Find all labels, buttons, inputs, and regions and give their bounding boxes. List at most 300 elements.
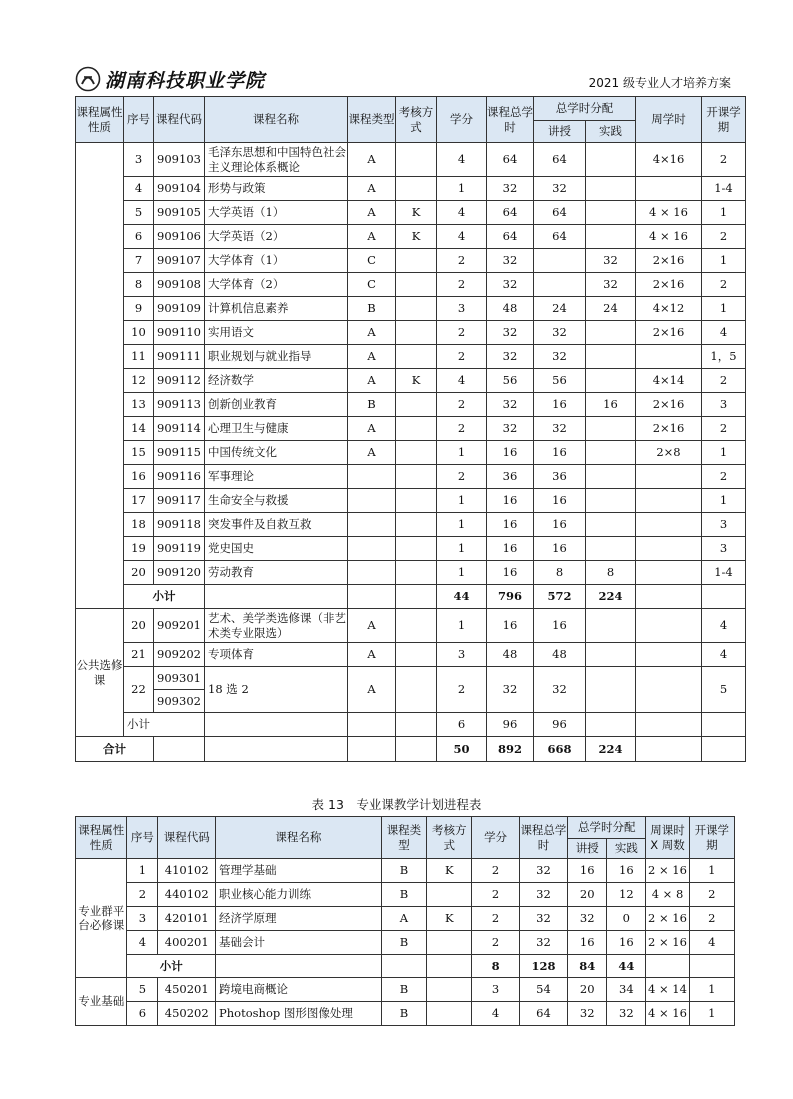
type-cell: B [381, 1002, 426, 1026]
credit-cell: 1 [437, 441, 487, 465]
credit-cell: 2 [472, 907, 519, 931]
lecture-cell: 36 [534, 465, 586, 489]
type-cell: A [348, 417, 396, 441]
term-cell: 3 [702, 513, 746, 537]
table-row [76, 201, 746, 225]
col-dist: 总学时分配 [534, 97, 636, 121]
col-name: 课程名称 [205, 97, 348, 143]
credit-cell: 1 [437, 177, 487, 201]
attr-cell [76, 143, 124, 609]
hours-cell: 32 [519, 859, 567, 883]
code-cell: 909116 [154, 465, 205, 489]
term-cell: 1 [702, 489, 746, 513]
practice-cell: 8 [586, 561, 636, 585]
hours-cell: 16 [487, 441, 534, 465]
credit-cell: 1 [437, 513, 487, 537]
practice-cell [586, 417, 636, 441]
hours-cell: 54 [519, 978, 567, 1002]
table-row [76, 585, 746, 609]
practice-cell: 24 [586, 297, 636, 321]
course-name-cell: 专项体育 [205, 643, 348, 667]
table-cell [396, 737, 437, 762]
term-cell: 4 [689, 931, 734, 955]
course-name-cell: 党史国史 [205, 537, 348, 561]
total-practice: 224 [586, 737, 636, 762]
hours-cell: 56 [487, 369, 534, 393]
term-cell: 1 [689, 978, 734, 1002]
lecture-cell: 32 [568, 907, 607, 931]
subtotal-lecture: 84 [568, 955, 607, 978]
col-credit: 学分 [437, 97, 487, 143]
elective-group-label: 公共选修课 [76, 609, 124, 737]
code-cell: 909119 [154, 537, 205, 561]
col-practice: 实践 [586, 121, 636, 143]
table-row [76, 1002, 735, 1026]
type-cell: B [381, 883, 426, 907]
code-cell: 909104 [154, 177, 205, 201]
weekly-cell: 2 × 16 [646, 907, 689, 931]
term-cell: 2 [689, 907, 734, 931]
exam-cell [396, 345, 437, 369]
col-term: 开课学期 [702, 97, 746, 143]
col-name: 课程名称 [216, 817, 382, 859]
weekly-cell: 4×14 [636, 369, 702, 393]
credit-cell: 2 [472, 859, 519, 883]
practice-cell: 32 [586, 273, 636, 297]
term-cell: 1 [702, 297, 746, 321]
code-cell: 909106 [154, 225, 205, 249]
total-hours: 892 [487, 737, 534, 762]
col-weekly: 周学时 [636, 97, 702, 143]
exam-cell [396, 561, 437, 585]
course-name-cell: 管理学基础 [216, 859, 382, 883]
practice-cell: 12 [607, 883, 646, 907]
code-cell: 909110 [154, 321, 205, 345]
course-name-cell: 突发事件及自救互救 [205, 513, 348, 537]
type-cell: A [381, 907, 426, 931]
seq-cell: 11 [124, 345, 154, 369]
table-cell [636, 737, 702, 762]
seq-cell: 3 [127, 907, 158, 931]
table-row [76, 978, 735, 1002]
col-hours: 课程总学时 [519, 817, 567, 859]
credit-cell: 2 [437, 345, 487, 369]
table-cell [702, 585, 746, 609]
weekly-cell: 4×12 [636, 297, 702, 321]
weekly-cell: 2 × 16 [646, 859, 689, 883]
subtotal-credit: 8 [472, 955, 519, 978]
seq-cell: 16 [124, 465, 154, 489]
table-row [76, 489, 746, 513]
table-cell [689, 955, 734, 978]
col-attr: 课程属性性质 [76, 97, 124, 143]
table-cell [205, 713, 348, 737]
hours-cell: 48 [487, 643, 534, 667]
type-cell: B [348, 393, 396, 417]
course-name-cell: 中国传统文化 [205, 441, 348, 465]
course-name-cell: 艺术、美学类选修课（非艺术类专业限选） [205, 609, 348, 643]
lecture-cell: 16 [534, 609, 586, 643]
weekly-cell: 4 × 14 [646, 978, 689, 1002]
lecture-cell: 32 [534, 345, 586, 369]
practice-cell: 0 [607, 907, 646, 931]
type-cell [348, 513, 396, 537]
practice-cell: 32 [586, 249, 636, 273]
hours-cell: 32 [487, 321, 534, 345]
table-cell [636, 643, 702, 667]
seq-cell: 19 [124, 537, 154, 561]
table-row [76, 883, 735, 907]
credit-cell: 3 [472, 978, 519, 1002]
practice-cell [586, 177, 636, 201]
table-row [76, 537, 746, 561]
seq-cell: 20 [124, 609, 154, 643]
credit-cell: 2 [472, 931, 519, 955]
seq-cell: 5 [127, 978, 158, 1002]
table-cell [205, 585, 348, 609]
table-row [76, 177, 746, 201]
weekly-cell: 4×16 [636, 143, 702, 177]
course-name-cell: 职业核心能力训练 [216, 883, 382, 907]
exam-cell [427, 931, 472, 955]
table-row [76, 667, 746, 690]
seq-cell: 10 [124, 321, 154, 345]
code-cell: 909108 [154, 273, 205, 297]
exam-cell: K [427, 859, 472, 883]
table-row [76, 859, 735, 883]
public-course-table [75, 96, 746, 762]
subtotal-credit: 6 [437, 713, 487, 737]
table-row [76, 931, 735, 955]
type-cell: A [348, 321, 396, 345]
total-label: 合计 [76, 737, 154, 762]
course-name-cell: 大学体育（1） [205, 249, 348, 273]
type-cell [348, 465, 396, 489]
table-cell [586, 713, 636, 737]
practice-cell [586, 369, 636, 393]
course-name-cell: 计算机信息素养 [205, 297, 348, 321]
course-name-cell: 18 选 2 [205, 667, 348, 713]
term-cell: 4 [702, 609, 746, 643]
practice-cell [586, 225, 636, 249]
hours-cell: 32 [487, 417, 534, 441]
lecture-cell: 24 [534, 297, 586, 321]
seq-cell: 7 [124, 249, 154, 273]
exam-cell [396, 273, 437, 297]
subtotal-practice: 224 [586, 585, 636, 609]
table-cell [586, 609, 636, 643]
weekly-cell: 2×16 [636, 321, 702, 345]
code-cell: 909117 [154, 489, 205, 513]
hours-cell: 16 [487, 513, 534, 537]
code-cell: 450201 [158, 978, 216, 1002]
type-cell: A [348, 369, 396, 393]
practice-cell: 16 [607, 859, 646, 883]
table-cell [586, 643, 636, 667]
code-cell: 909103 [154, 143, 205, 177]
subtotal-hours: 96 [487, 713, 534, 737]
seq-cell: 6 [127, 1002, 158, 1026]
practice-cell: 16 [607, 931, 646, 955]
seq-cell: 5 [124, 201, 154, 225]
exam-cell: K [427, 907, 472, 931]
table-cell [381, 955, 426, 978]
practice-cell: 32 [607, 1002, 646, 1026]
hours-cell: 64 [487, 143, 534, 177]
seq-cell: 21 [124, 643, 154, 667]
code-cell: 909113 [154, 393, 205, 417]
seq-cell: 9 [124, 297, 154, 321]
code-cell: 909202 [154, 643, 205, 667]
term-cell: 2 [702, 369, 746, 393]
term-cell: 2 [702, 143, 746, 177]
exam-cell: K [396, 369, 437, 393]
seq-cell: 15 [124, 441, 154, 465]
hours-cell: 32 [519, 883, 567, 907]
practice-cell: 34 [607, 978, 646, 1002]
lecture-cell: 20 [568, 883, 607, 907]
term-cell: 1 [689, 859, 734, 883]
seq-cell: 17 [124, 489, 154, 513]
code-cell: 450202 [158, 1002, 216, 1026]
exam-cell [396, 441, 437, 465]
weekly-cell [636, 537, 702, 561]
weekly-cell [636, 489, 702, 513]
exam-cell [396, 143, 437, 177]
exam-cell [427, 883, 472, 907]
hours-cell: 16 [487, 537, 534, 561]
seq-cell: 22 [124, 667, 154, 713]
course-name-cell: 基础会计 [216, 931, 382, 955]
lecture-cell: 16 [534, 393, 586, 417]
exam-cell [396, 393, 437, 417]
credit-cell: 4 [437, 201, 487, 225]
code-cell: 909114 [154, 417, 205, 441]
type-cell: A [348, 201, 396, 225]
seq-cell: 4 [127, 931, 158, 955]
credit-cell: 4 [437, 143, 487, 177]
seq-cell: 2 [127, 883, 158, 907]
hours-cell: 36 [487, 465, 534, 489]
table-row [76, 297, 746, 321]
lecture-cell: 32 [534, 177, 586, 201]
type-cell: B [381, 978, 426, 1002]
seq-cell: 20 [124, 561, 154, 585]
practice-cell [586, 345, 636, 369]
code-cell: 909120 [154, 561, 205, 585]
table-row [76, 609, 746, 643]
table-row [76, 561, 746, 585]
code-cell: 909111 [154, 345, 205, 369]
practice-cell: 16 [586, 393, 636, 417]
term-cell: 1 [702, 249, 746, 273]
plan-title: 2021 级专业人才培养方案 [588, 76, 731, 90]
lecture-cell: 20 [568, 978, 607, 1002]
code-cell: 440102 [158, 883, 216, 907]
table-cell [396, 667, 437, 713]
lecture-cell [534, 273, 586, 297]
code-cell: 909105 [154, 201, 205, 225]
hours-cell: 32 [519, 931, 567, 955]
type-cell: A [348, 143, 396, 177]
school-name: 湖南科技职业学院 [105, 70, 266, 92]
practice-cell [586, 489, 636, 513]
lecture-cell: 32 [534, 667, 586, 713]
term-cell: 2 [702, 465, 746, 489]
hours-cell: 64 [487, 201, 534, 225]
table-cell [396, 643, 437, 667]
col-credit: 学分 [472, 817, 519, 859]
table-row [76, 955, 735, 978]
exam-cell [396, 177, 437, 201]
table-cell [396, 713, 437, 737]
hours-cell: 16 [487, 609, 534, 643]
seq-cell: 18 [124, 513, 154, 537]
term-cell: 1，5 [702, 345, 746, 369]
practice-cell [586, 201, 636, 225]
hours-cell: 32 [487, 345, 534, 369]
lecture-cell: 56 [534, 369, 586, 393]
lecture-cell: 16 [534, 513, 586, 537]
credit-cell: 2 [437, 393, 487, 417]
credit-cell: 2 [437, 667, 487, 713]
table-cell [636, 667, 702, 713]
practice-cell [586, 537, 636, 561]
exam-cell [396, 513, 437, 537]
lecture-cell: 32 [534, 321, 586, 345]
course-name-cell: 跨境电商概论 [216, 978, 382, 1002]
seq-cell: 14 [124, 417, 154, 441]
course-name-cell: 职业规划与就业指导 [205, 345, 348, 369]
weekly-cell [636, 513, 702, 537]
practice-cell [586, 143, 636, 177]
course-name-cell: 大学体育（2） [205, 273, 348, 297]
term-cell: 2 [702, 225, 746, 249]
term-cell: 1 [702, 201, 746, 225]
course-name-cell: 生命安全与救援 [205, 489, 348, 513]
term-cell: 2 [689, 883, 734, 907]
table-cell [636, 609, 702, 643]
type-cell: A [348, 177, 396, 201]
table-cell [702, 737, 746, 762]
credit-cell: 3 [437, 297, 487, 321]
term-cell: 4 [702, 321, 746, 345]
type-cell: B [381, 859, 426, 883]
exam-cell [396, 465, 437, 489]
seq-cell: 6 [124, 225, 154, 249]
seq-cell: 4 [124, 177, 154, 201]
course-name-cell: Photoshop 图形图像处理 [216, 1002, 382, 1026]
col-code: 课程代码 [154, 97, 205, 143]
col-type: 课程类型 [348, 97, 396, 143]
exam-cell [427, 978, 472, 1002]
weekly-cell: 2×16 [636, 249, 702, 273]
hours-cell: 32 [487, 177, 534, 201]
lecture-cell: 64 [534, 143, 586, 177]
course-name-cell: 大学英语（1） [205, 201, 348, 225]
credit-cell: 2 [437, 249, 487, 273]
lecture-cell: 64 [534, 201, 586, 225]
term-cell: 1-4 [702, 177, 746, 201]
table-row [76, 345, 746, 369]
weekly-cell: 4 × 16 [636, 225, 702, 249]
exam-cell: K [396, 201, 437, 225]
hours-cell: 32 [487, 249, 534, 273]
table-cell [636, 713, 702, 737]
professional-course-table [75, 816, 735, 1026]
table-row [76, 643, 746, 667]
weekly-cell: 2×8 [636, 441, 702, 465]
lecture-cell: 8 [534, 561, 586, 585]
table-cell [396, 585, 437, 609]
hours-cell: 64 [487, 225, 534, 249]
lecture-cell [534, 249, 586, 273]
code-cell: 400201 [158, 931, 216, 955]
table-row [76, 713, 746, 737]
type-cell: A [348, 345, 396, 369]
seq-cell: 12 [124, 369, 154, 393]
subtotal-practice: 44 [607, 955, 646, 978]
lecture-cell: 48 [534, 643, 586, 667]
subtotal-hours: 128 [519, 955, 567, 978]
subtotal-label: 小计 [124, 585, 205, 609]
practice-cell [586, 465, 636, 489]
code-cell: 909115 [154, 441, 205, 465]
course-name-cell: 形势与政策 [205, 177, 348, 201]
col-dist: 总学时分配 [568, 817, 646, 839]
table-cell [205, 737, 348, 762]
col-term: 开课学期 [689, 817, 734, 859]
type-cell [348, 561, 396, 585]
code-cell: 420101 [158, 907, 216, 931]
term-cell: 1-4 [702, 561, 746, 585]
term-cell: 1 [702, 441, 746, 465]
hours-cell: 32 [487, 273, 534, 297]
col-seq: 序号 [124, 97, 154, 143]
col-practice: 实践 [607, 839, 646, 859]
credit-cell: 1 [437, 609, 487, 643]
type-cell: A [348, 667, 396, 713]
course-name-cell: 劳动教育 [205, 561, 348, 585]
table-cell [396, 609, 437, 643]
lecture-cell: 16 [568, 859, 607, 883]
type-cell [348, 489, 396, 513]
lecture-cell: 16 [534, 441, 586, 465]
col-weekly: 周课时X 周数 [646, 817, 689, 859]
type-cell: A [348, 225, 396, 249]
course-name-cell: 军事理论 [205, 465, 348, 489]
seq-cell: 8 [124, 273, 154, 297]
col-seq: 序号 [127, 817, 158, 859]
page-header [75, 64, 735, 97]
col-lecture: 讲授 [534, 121, 586, 143]
term-cell: 3 [702, 537, 746, 561]
weekly-cell: 4 × 8 [646, 883, 689, 907]
course-name-cell: 经济学原理 [216, 907, 382, 931]
code-cell: 410102 [158, 859, 216, 883]
table-cell [636, 585, 702, 609]
table-row [76, 143, 746, 177]
term-cell: 1 [689, 1002, 734, 1026]
hours-cell: 32 [519, 907, 567, 931]
col-type: 课程类型 [381, 817, 426, 859]
table-cell [702, 713, 746, 737]
credit-cell: 4 [437, 369, 487, 393]
type-cell: B [381, 931, 426, 955]
credit-cell: 1 [437, 561, 487, 585]
table-row [76, 441, 746, 465]
type-cell: A [348, 643, 396, 667]
